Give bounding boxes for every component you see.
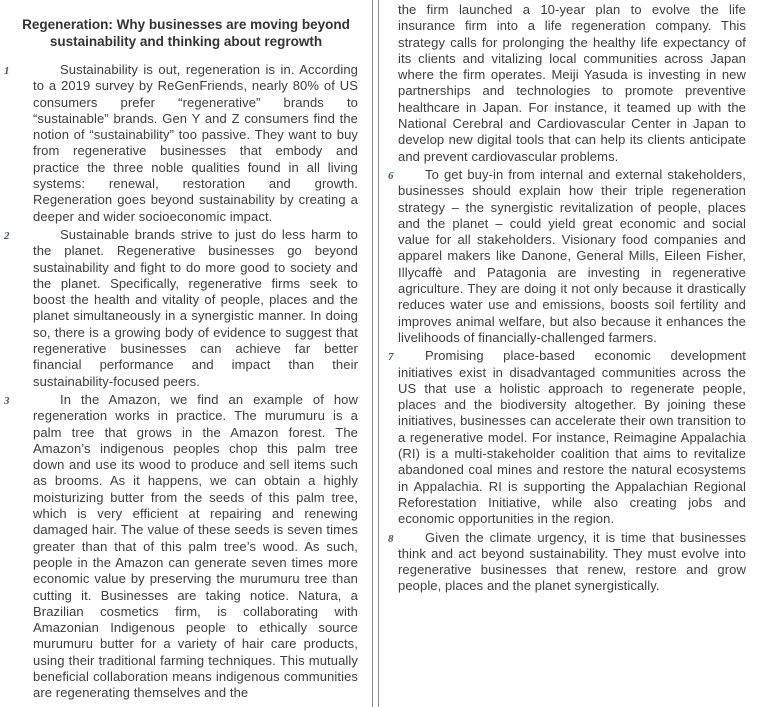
paragraph-text: Promising place-based economic development initiatives exist in disadvantaged communities across the US that use a holistic approach to regenerate people, places and the biodiversity altogether. By joining these initiatives, businesses can accelerate their own transition to a regenerative model. For instance, Reimagine Appalachia (RI) is a multi-stakeholder coalition that aims to revitalize abandoned coal mines and restore the natural ecosystems in Appalachia. RI is supporting the Appalachian Regional Reforestation Initiative, while also creating jobs and economic opportunities in the region. (398, 348, 746, 527)
paragraph-text: Sustainable brands strive to just do less harm to the planet. Regenerative businesses go beyond sustainability and fight to do more good to society and the planet. Specifically, regenerative firms seek to boost the health and vitality of people, places and the planet simultaneously in a synergistic manner. In doing so, there is a growing body of evidence to suggest that regenerative businesses can achieve far better financial performance and impact than their sustainability-focused peers. (33, 226, 358, 389)
paragraph-continuation (398, 2, 746, 165)
paragraph-number: 1 (4, 65, 10, 77)
column-divider (372, 0, 379, 707)
paragraph-text: To get buy-in from internal and external stakeholders, businesses should explain how their triple regeneration strategy – the synergistic revitalization of people, places and the planet – could yield great economic and social value for all stakeholders. Visionary food companies and apparel makers like Danone, General Mills, Eileen Fisher, Illycaffè and Patagonia are investing in regenerative agriculture. They are doing it not only because it drastically reduces water use and emissions, boosts soil fertility and improves animal welfare, but also because it enhances the livelihoods of financially-challenged farmers. (398, 166, 746, 345)
paragraph (388, 529, 746, 595)
paragraph-text: In the Amazon, we find an example of how regeneration works in practice. The murumuru is a palm tree that grows in the Amazon forest. The Amazon’s indigenous peoples chop this palm tree down and use its wood to produce and sell items such as brooms. As it happens, we can obtain a highly moisturizing butter from the seeds of this palm tree, which is very efficient at repairing and renewing damaged hair. The value of these seeds is seven times greater than that of this palm tree’s wood. As such, people in the Amazon can generate seven times more economic value by preserving the murumuru tree than cutting it. Businesses are taking notice. Natura, a Brazilian cosmetics firm, is collaborating with Amazonian Indigenous people to ethically source murumuru butter for a variety of hair care products, using their traditional farming techniques. This mutually beneficial collaboration means indigenous communities are regenerating themselves and the (33, 391, 358, 701)
page-title: Regeneration: Why businesses are moving beyond sustainability and thinking about regrowth (22, 17, 350, 50)
right-column (388, 2, 746, 595)
paragraph-number: 7 (388, 351, 394, 364)
paragraph (4, 62, 358, 225)
paragraph-text: Given the climate urgency, it is time that businesses think and act beyond sustainability. They must evolve into regenerative businesses that renew, restore and grow people, places and the planet synergistically. (398, 529, 746, 594)
paragraph (388, 348, 746, 527)
paragraph-number: 2 (4, 229, 10, 242)
paragraph-number: 8 (388, 532, 394, 545)
paragraph (4, 391, 358, 702)
paragraph-number: 3 (4, 394, 10, 407)
paragraph-number: 6 (388, 169, 394, 182)
paragraph (4, 226, 358, 390)
left-column (4, 62, 358, 702)
paragraph (388, 166, 746, 346)
paragraph-text: the firm launched a 10-year plan to evolve the life insurance firm into a life regeneration company. This strategy calls for prolonging the healthy life expectancy of its clients and vitalizing local communities across Japan where the firm operates. Meiji Yasuda is investing in new partnerships and technologies to promote preventive healthcare in Japan. For instance, it teamed up with the National Cerebral and Cardiovascular Center in Japan to develop new digital tools that can help its clients anticipate and prevent cardiovascular problems. (398, 2, 746, 164)
paragraph-text: Sustainability is out, regeneration is in. According to a 2019 survey by ReGenFriends, nearly 80% of US consumers prefer “regenerative” brands to “sustainable” brands. Gen Y and Z consumers find the notion of “sustainability” too passive. They want to buy from regenerative businesses that embody and practice the three noble qualities found in all living systems: renewal, restoration and growth. Regeneration goes beyond sustainability by creating a deeper and wider socioeconomic impact. (33, 62, 358, 224)
